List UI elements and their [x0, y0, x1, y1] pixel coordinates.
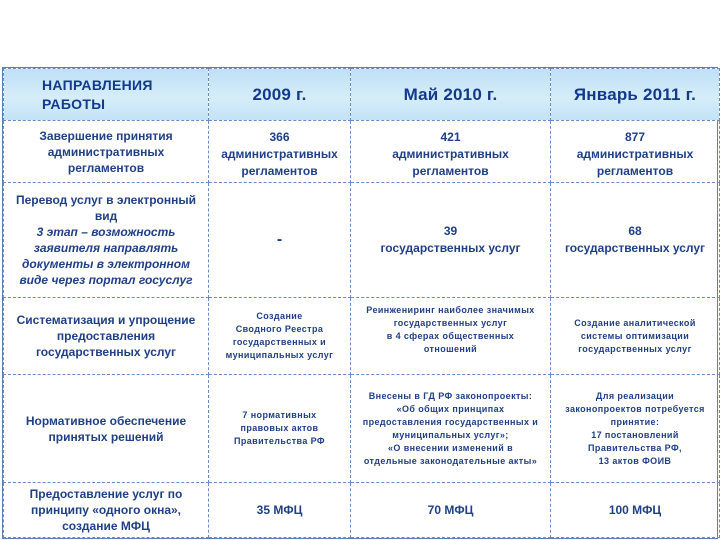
cell-jan-2011: 68 государственных услуг — [551, 183, 720, 298]
cell-may-2010: 70 МФЦ — [351, 483, 551, 538]
cell-2009: 366 административных регламентов — [209, 121, 351, 183]
table-row — [4, 183, 720, 298]
header-2009: 2009 г. — [209, 69, 351, 121]
cell-2009: - — [209, 183, 351, 298]
cell-may-2010: 421 административных регламентов — [351, 121, 551, 183]
cell-may-2010: Внесены в ГД РФ законопроекты: «Об общих принципах предоставления государственных и муниципальных услуг»; «О внесении изменений в отдельные законодательные акты» — [351, 375, 551, 483]
cell-jan-2011: Создание аналитической системы оптимизации государственных услуг — [551, 298, 720, 375]
header-jan-2011: Январь 2011 г. — [551, 69, 720, 121]
cell-2009: Создание Сводного Реестра государственных и муниципальных услуг — [209, 298, 351, 375]
cell-jan-2011: 877 административных регламентов — [551, 121, 720, 183]
cell-2009: 7 нормативных правовых актов Правительства РФ — [209, 375, 351, 483]
cell-may-2010: Реинжениринг наиболее значимых государственных услуг в 4 сферах общественных отношений — [351, 298, 551, 375]
cell-may-2010: 39 государственных услуг — [351, 183, 551, 298]
header-directions: НАПРАВЛЕНИЯ РАБОТЫ — [4, 69, 209, 121]
row-title: Перевод услуг в электронный вид 3 этап – возможность заявителя направлять документы в электронном виде через портал госуслуг — [4, 183, 209, 298]
table-row — [4, 483, 720, 538]
row-title: Предоставление услуг по принципу «одного окна», создание МФЦ — [4, 483, 209, 538]
row-title: Систематизация и упрощение предоставления государственных услуг — [4, 298, 209, 375]
table-row — [4, 375, 720, 483]
cell-jan-2011: 100 МФЦ — [551, 483, 720, 538]
row-title: Нормативное обеспечение принятых решений — [4, 375, 209, 483]
row-title: Завершение принятия административных регламентов — [4, 121, 209, 183]
table-row — [4, 121, 720, 183]
cell-jan-2011: Для реализации законопроектов потребуется принятие: 17 постановлений Правительства РФ, 13 актов ФОИВ — [551, 375, 720, 483]
cell-2009: 35 МФЦ — [209, 483, 351, 538]
row-subtitle: 3 этап – возможность заявителя направлять документы в электронном виде через портал госуслуг — [19, 225, 193, 287]
header-may-2010: Май 2010 г. — [351, 69, 551, 121]
table-row — [4, 298, 720, 375]
work-directions-table — [2, 67, 718, 539]
